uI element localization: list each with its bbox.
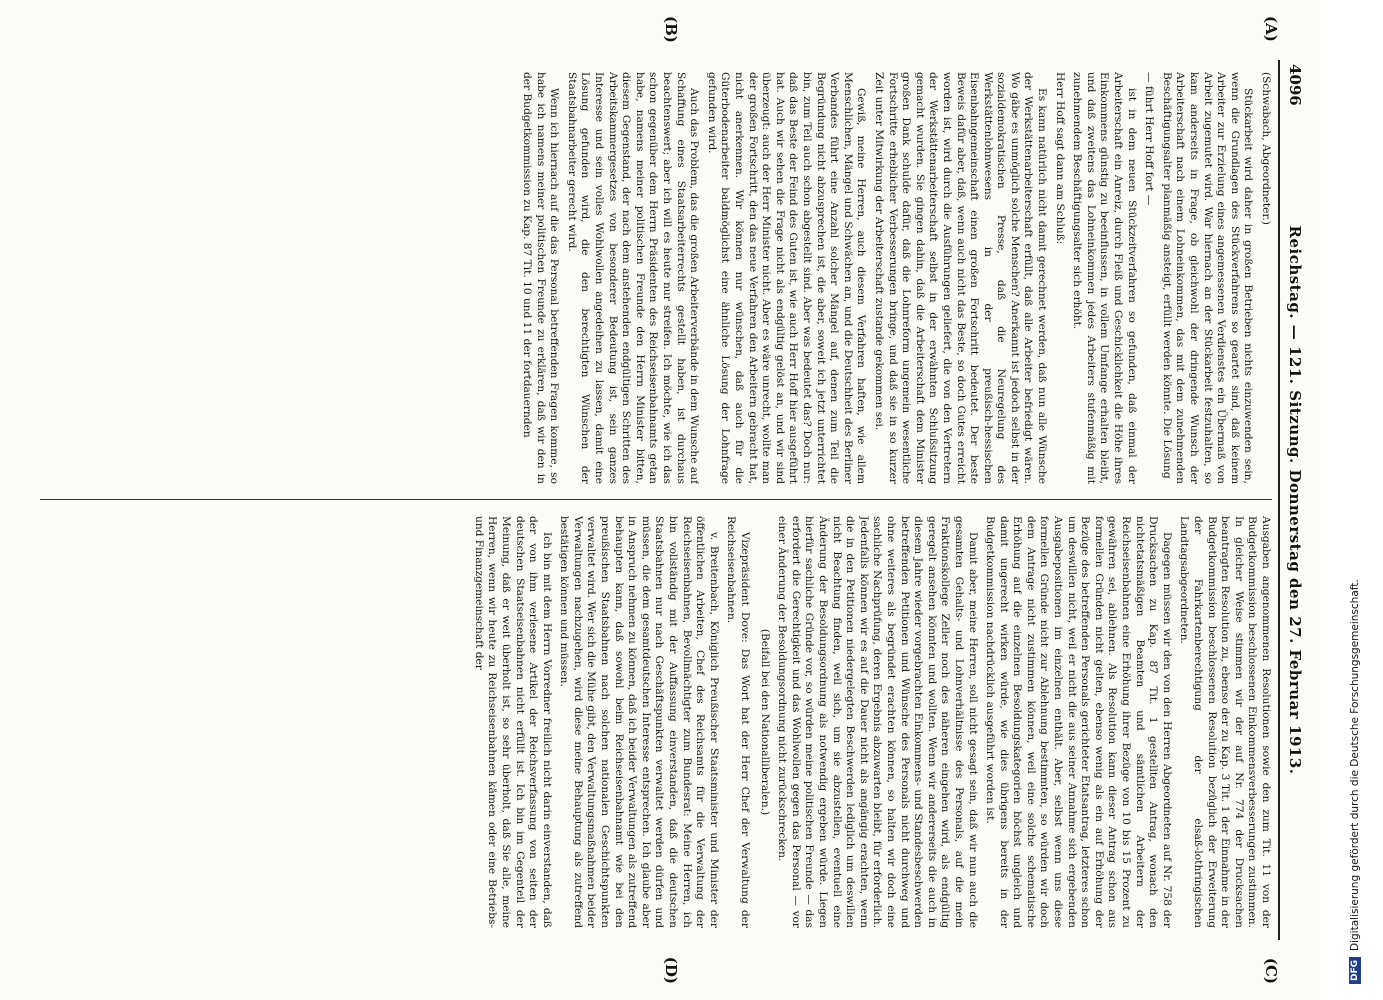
paragraph: v. Breitenbach, Königlich Preußischer Staatsminister und Minister der öffentlichen Arbeiten, Chef des Reichsamts für die Verwaltung der Reichseisenbahnen, Bevollmächtigter zum Bundesrat: Meine Herren, ich bin vollständig mit der Auffassung einverstanden, daß die deutschen Staatsbahnen nur nach Geschäftspunkten verwaltet werden dürfen und müssen, die dem gesamtdeutschen Interesse entsprechen. Ich glaube aber in Anspruch nehmen zu können, daß ich beider Verwaltungen als zutreffend behaupten kann, daß sowohl beim Reichseisenbahnamt wie bei den preußischen Staatsbahnen nach solchen nationalen Geschichtspunkten verwaltet wird. Wer sich die Mühe gibt, den Verwaltungsmaßnahmen beider Verwaltungen nachzugehen, wird diese meine Behauptung als zutreffend bestätigen können und müssen. [558,516,720,928]
paragraph: Herr Hoff sagt dann am Schluß: [1053,72,1066,245]
margin-letter-b: (B) [662,16,680,43]
page-header [1278,60,1306,940]
speaker-note: (Schwabach, Abgeordneter.) [1260,72,1272,225]
column-divider [40,499,1272,500]
footer-strip [1341,0,1383,1000]
margin-letter-c: (C) [1262,957,1280,984]
margin-letter-a: (A) [1262,16,1280,42]
paragraph: ist in dem neuen Stückzeitverfahren so gefunden, daß einmal der Arbeiterschaft ein Anreiz, durch Fleiß und Geschicklichkeit die Höhe ihres Einkommens günstig zu beeinflussen, in vollem Umfange erhalten bleibt, und daß zweitens das Lohneinkommen jedes Arbeiters stufenmäßig mit zunehmendem Beschäftigungsalter sich erhöht. [1071,72,1138,484]
paragraph: Stückarbeit wird daher in großen Betrieben nichts einzuwenden sein, wenn die Grundlagen des Stückverfahrens so geartet sind, daß keinem Arbeiter zur Erzielung eines angemessenen Verdienstes ein Übermaß von Arbeit zugemutet wird. War hiernach an der Stückarbeit festzuhalten, so kam anderseits in Frage, ob gleichwohl der dringende Wunsch der Arbeiterschaft nach einem Lohneinkommen, das mit dem zunehmenden Beschäftigungsalter planmäßig ansteigt, erfüllt werden könnte. Die Lösung [1160,72,1255,484]
paragraph: Auch das Problem, das die großen Arbeiterverbände in dem Wunsche auf Schaffung eines Staatsarbeiterrechts gestellt haben, ist durchaus beachtenswert; aber ich will es heute nur streifen. Ich möchte, wie ich das schon gegenüber dem Herrn Präsidenten des Reichseisenbahnamts getan habe, namens meiner politischen Freunde den Herrn Minister bitten, diesem Gegenstand, der nach dem anstehenden endgültigen Schritten des Arbeitskammergesetzes von besonderer Bedeutung ist, sein ganzes Interesse und sein volles Wohlwollen angedeihen zu lassen, damit eine Lösung gefunden wird, die den berechtigten Wünschen der Staatsbahnarbeiter gerecht wird. [565,72,701,484]
paragraph: Es kann natürlich nicht damit gerechnet werden, daß nun alle Wünsche der Werkstättenarbeiterschaft erfüllt, daß alle Arbeiter befriedigt wären. Wo gäbe es unmöglich solche Menschen? Anerkannt ist jedoch selbst in der sozialdemokratischen Presse, daß die Neuregelung des Werkstättenlohnwesens in der preußisch-hessischen Eisenbahngemeinschaft einen großen Fortschritt bedeutet. Der beste Beweis dafür aber, daß, wenn auch nicht das Beste, so doch Gutes erreicht worden ist, wird durch die Ausführungen geliefert, die von den Vertretern der Werkstättenarbeiterschaft selbst in der erwähnten Schlußsitzung gemacht wurden. Sie gingen dahin, daß die Arbeiterschaft dem Minister großen Dank schulde dafür, daß die Lohnreform ungemein wesentliche Fortschritte erheblicher Verbesserungen bringe, und daß sie in so kurzer Zeit unter Mitwirkung der Arbeiterschaft zustande gekommen sei. [872,72,1049,484]
paragraph: Damit aber, meine Herren, soll nicht gesagt sein, daß wir nun auch die gesamten Gehalts- und Lohnverhältnisse des Personals, auf die mein Fraktionskollege Zeller noch des näheren eingehen wird, als endgültig geregelt ansehen könnten und wollten. Wenn wir andererseits die auch in diesem Jahre wieder vorgebrachten Einkommens- und Standesbeschwerden betreffenden Petitionen und Wünsche des Personals nicht durchweg und ohne weiteres als begründet erachten können, so halten wir doch eine sachliche Nachprüfung, deren Ergebnis abzuwarten bleibt, für erforderlich. Jedenfalls können wir es auf die Dauer nicht als angängig erachten, wenn die in den Petitionen niedergelegten Beschwerden lediglich um deswillen nicht Beachtung finden, weil sich, um sie abzustellen, eventuell eine Änderung der Besoldungsordnung als notwendig ergeben würde. Liegen hierfür sachliche Gründe vor, so würden meine politischen Freunde — das erfordert die Gerechtigkeit und das Wohlwollen gegen das Personal — vor einer Änderung der Besoldungsordnung nicht zurückschrecken. [776,516,979,928]
left-column [40,72,1272,484]
right-column [40,516,1272,928]
paragraph: Gewiß, meine Herren, auch diesem Verfahren haften, wie allem Menschlichen, Mängel und Schwächen an, und die Deutschheit des Berliner Verbandes führt eine Anzahl solcher Mängel auf, denen zum Teil die Begründung nicht abzusprechen ist, die aber, soweit ich jetzt unterrichtet bin, zum Teil auch schon abgestellt sind. Aber was bedeutet das? Doch nur: daß das Beste der Feind des Guten ist, wie auch Herr Hoff hier ausgeführt hat. Auch wir sehen die Frage nicht als endgültig gelöst an, und wir sind überzeugt: auch der Herr Minister nicht. Aber es wäre unrecht, wollte man der großen Fortschritt, den das neue Verfahren den Arbeitern gebracht hat, nicht anerkennen. Wir können nur wünschen, daß auch für die Güterbodenarbeiter baldmöglichst eine ähnliche Lösung der Lohnfrage gefunden wird. [705,72,868,484]
paragraph: Ich bin mit dem Herrn Vorredner freilich nicht darin einverstanden, daß der von ihm verlesene Artikel der Reichsverfassung von seiten der deutschen Staatseisenbahnen nicht erfüllt ist. Ich bin im Gegenteil der Meinung, daß er weit überholt ist, so sehr überholt, daß Sie alle, meine Herren, wenn wir heute zu Reichseisenbahnen kämen oder eine Betriebs- und Finanzgemeinschaft der [472,516,553,928]
vice-president-line: Vizepräsident Dove: Das Wort hat der Herr Chef der Verwaltung der Reichseisenbahnen. [725,516,752,928]
paragraph: — führt Herr Hoff fort — [1143,72,1156,206]
dfg-logo: DFG [1349,957,1361,984]
paragraph: Ausgaben angenommenen Resolutionen sowie den zum Tit. 11 von der Budgetkommission beschlossenen Einkommensverbesserungen zustimmen. In gleicher Weise stimmen wir der auf Nr. 774 der Drucksachen beantragten Resolution zu, ebenso der zu Kap. 3 Tit. 1 der Einnahme in der Budgetkommission beschlossenen Resolution bezüglich der Erweiterung der Fahrkartenberechtigung der elsaß-lothringischen Landtagsabgeordneten. [1178,516,1272,928]
paragraph: Dagegen müssen wir den von den Herren Abgeordneten auf Nr. 758 der Drucksachen zu Kap. 87 Tit. 1 gestellten Antrag, wonach den nichtetatsmäßigen Beamten und sämtlichen Arbeitern der Reichseisenbahnen eine Erhöhung ihrer Bezüge von 10 bis 15 Prozent zu gewähren sei, ablehnen. Als Resolution kann dieser Antrag schon aus formellen Gründen nicht gelten, ebenso wenig als ein auf Erhöhung der Bezüge des betreffenden Personals gerichteter Etatsantrag, letzteres schon um deswillen nicht, weil er nicht die aus seiner Annahme sich ergebenden Ausgabepositionen im einzelnen enthält. Aber, selbst wenn uns diese formellen Gründe nicht zur Ablehnung bestimmten, so würden wir doch dem Antrage nicht zustimmen können, weil eine solche schematische Erhöhung auf die einzelnen Besoldungskategorien höchst ungleich und damit ungerecht wirken würde, wie dies übrigens bereits in der Budgetkommission nachdrücklich ausgeführt worden ist. [984,516,1173,928]
margin-letter-d: (D) [662,956,680,984]
applause-note: (Beifall bei den Nationalliberalen.) [758,628,771,816]
header-title: Reichstag. — 121. Sitzung. Donnerstag den 27. Februar 1913. [1286,225,1304,775]
paragraph: Wenn ich hiernach auf die das Personal betreffenden Fragen komme, so habe ich namens meiner politischen Freunde zu erklären, daß wir den in der Budgetkommission zu Kap. 87 Tit. 10 und 11 der fortdauernden [521,72,561,484]
footer-credit [1349,0,1369,984]
footer-credit-text: Digitalisierung gefördert durch die Deutsche Forschungsgemeinschaft. [1349,579,1361,951]
page-number: 4096 [1286,64,1304,106]
